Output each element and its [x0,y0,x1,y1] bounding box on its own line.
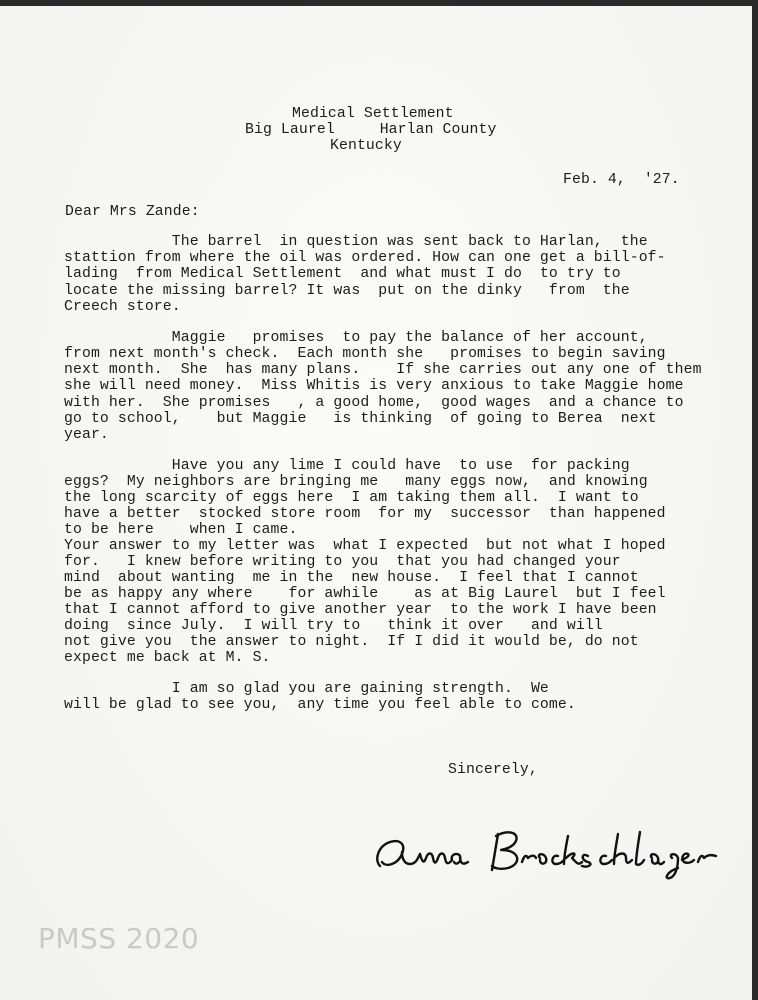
letter-date: Feb. 4, '27. [563,172,680,188]
body-line: have a better stocked store room for my successor than happened [64,506,666,522]
salutation: Dear Mrs Zande: [65,204,200,220]
body-line: eggs? My neighbors are bringing me many eggs now, and knowing [64,474,648,490]
body-line: be as happy any where for awhile as at Big Laurel but I feel [64,586,666,602]
letterhead-line-2: Big Laurel Harlan County [245,122,497,138]
letterhead-line-3: Kentucky [330,138,402,154]
body-line: to be here when I came. [64,522,298,538]
body-line: Maggie promises to pay the balance of her account, [64,330,648,346]
body-line: lading from Medical Settlement and what must I do to try to [64,266,621,282]
body-line: doing since July. I will try to think it over and will [64,618,603,634]
signature-image [372,822,732,882]
body-line: for. I knew before writing to you that you had changed your [64,554,621,570]
body-line: the long scarcity of eggs here I am taking them all. I want to [64,490,639,506]
body-line: Creech store. [64,299,181,315]
body-line: I am so glad you are gaining strength. We [64,681,549,697]
closing: Sincerely, [448,762,538,778]
letterhead-line-1: Medical Settlement [292,106,454,122]
scan-edge-right [752,0,758,1000]
body-line: she will need money. Miss Whitis is very anxious to take Maggie home [64,378,684,394]
body-line: that I cannot afford to give another year to the work I have been [64,602,657,618]
body-line: from next month's check. Each month she promises to begin saving [64,346,666,362]
body-line: will be glad to see you, any time you feel able to come. [64,697,576,713]
body-line: not give you the answer to night. If I did it would be, do not [64,634,639,650]
body-line: expect me back at M. S. [64,650,271,666]
body-line: The barrel in question was sent back to Harlan, the [64,234,648,250]
body-line: year. [64,427,109,443]
body-line: mind about wanting me in the new house. I feel that I cannot [64,570,639,586]
body-line: with her. She promises , a good home, good wages and a chance to [64,395,684,411]
scan-edge-top [0,0,758,6]
body-line: next month. She has many plans. If she carries out any one of them [64,362,702,378]
body-line: stattion from where the oil was ordered. How can one get a bill-of- [64,250,666,266]
body-line: Your answer to my letter was what I expected but not what I hoped [64,538,666,554]
watermark: PMSS 2020 [38,922,200,955]
body-line: locate the missing barrel? It was put on the dinky from the [64,283,630,299]
body-line: go to school, but Maggie is thinking of going to Berea next [64,411,657,427]
body-line: Have you any lime I could have to use for packing [64,458,630,474]
